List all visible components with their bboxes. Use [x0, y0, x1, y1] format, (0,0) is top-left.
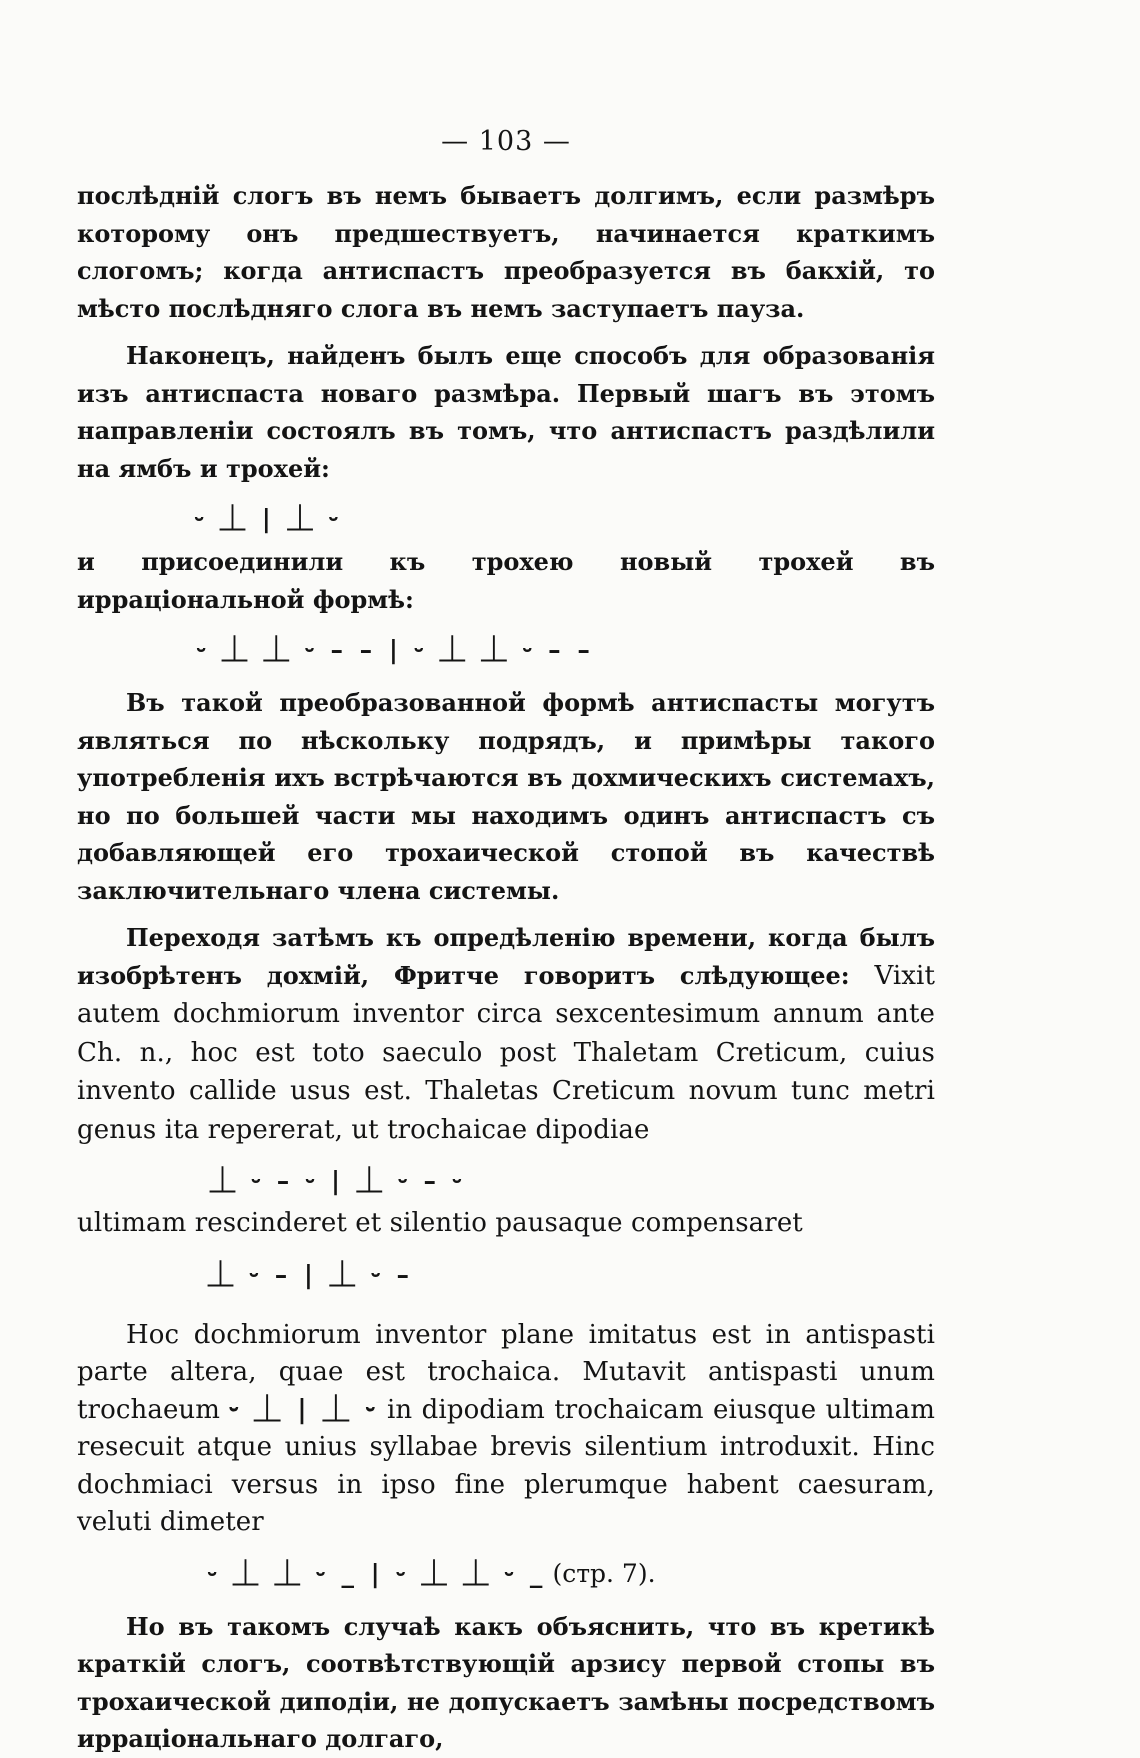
- paragraph-7-continued: in dipodiam trochaicam eiusque ultimam resecuit atque unius syllabae brevis silentium introduxit. Hinc dochmiaci versus in ipso fine plerumque habent caesuram, veluti dimeter: [77, 1394, 935, 1537]
- paragraph-7-text: Hoc dochmiorum inventor plane imitatus est in antispasti parte altera, quae est trochaica. Mutavit antispasti unum trochaeum: [77, 1319, 935, 1425]
- paragraph-8: Но въ такомъ случаѣ какъ объяснить, что въ кретикѣ краткій слогъ, соотвѣтствующій арзису первой стопы въ трохаической диподіи, не допускаетъ замѣны посредствомъ ирраціональнаго долгаго,: [77, 1611, 935, 1753]
- paragraph-6: ultimam rescinderet et silentio pausaque compensaret: [77, 1208, 803, 1238]
- paragraph-3: и присоединили къ трохею новый трохей въ ирраціональной формѣ:: [77, 547, 935, 614]
- page-number: — 103 —: [441, 126, 571, 157]
- paragraph-2: Наконецъ, найденъ былъ еще способъ для образованія изъ антиспаста новаго размѣра. Первый шагъ въ этомъ направленіи состоялъ въ томъ, что антиспастъ раздѣлили на ямбъ и трохей:: [77, 341, 935, 483]
- page-reference: (стр. 7).: [552, 1558, 656, 1588]
- inline-meter: ⏑ ⏊ | ⏊ ⏑: [229, 1394, 378, 1425]
- meter-scheme-4: ⏊ ⏑ – | ⏊ ⏑ –: [208, 1259, 413, 1289]
- paragraph-4: Въ такой преобразованной формѣ антиспасты могутъ являться по нѣскольку подрядъ, и примѣры такого употребленія ихъ встрѣчаются въ дохмическихъ системахъ, но по большей части мы находимъ одинъ антиспастъ съ добавляющей его трохаической стопой въ качествѣ заключительнаго члена системы.: [77, 688, 935, 905]
- paragraph-1: послѣдній слогъ въ немъ бываетъ долгимъ, если размѣръ которому онъ предшествуетъ, начинается краткимъ слогомъ; когда антиспастъ преобразуется въ бакхій, то мѣсто послѣдняго слога въ немъ заступаетъ пауза.: [77, 181, 935, 323]
- paragraph-5-latin-quote: Vixit autem dochmiorum inventor circa sexcentesimum annum ante Ch. n., hoc est toto saeculo post Thaletam Creticum, cuius invento callide usus est. Thaletas Creticum novum tunc metri genus ita repererat, ut trochaicae dipodiae: [77, 960, 936, 1145]
- book-page: [77, 118, 935, 1758]
- meter-scheme-1: ⏑ ⏊ | ⏊ ⏑: [195, 504, 342, 533]
- paragraph-5: [77, 919, 935, 1149]
- paragraph-5-russian: Переходя затѣмъ къ опредѣленію времени, когда былъ изобрѣтенъ дохмій, Фритче говоритъ слѣдующее:: [77, 923, 935, 990]
- paragraph-7: [77, 1317, 935, 1542]
- meter-scheme-5-marks: ⏑ ⏊ ⏊ ⏑ _ | ⏑ ⏊ ⏊ ⏑ _: [208, 1558, 547, 1588]
- meter-scheme-3: ⏊ ⏑ – ⏑ | ⏊ ⏑ – ⏑: [210, 1166, 466, 1195]
- meter-scheme-5: [77, 1542, 935, 1598]
- meter-scheme-2: ⏑ ⏊ ⏊ ⏑ – – | ⏑ ⏊ ⏊ ⏑ – –: [197, 635, 594, 664]
